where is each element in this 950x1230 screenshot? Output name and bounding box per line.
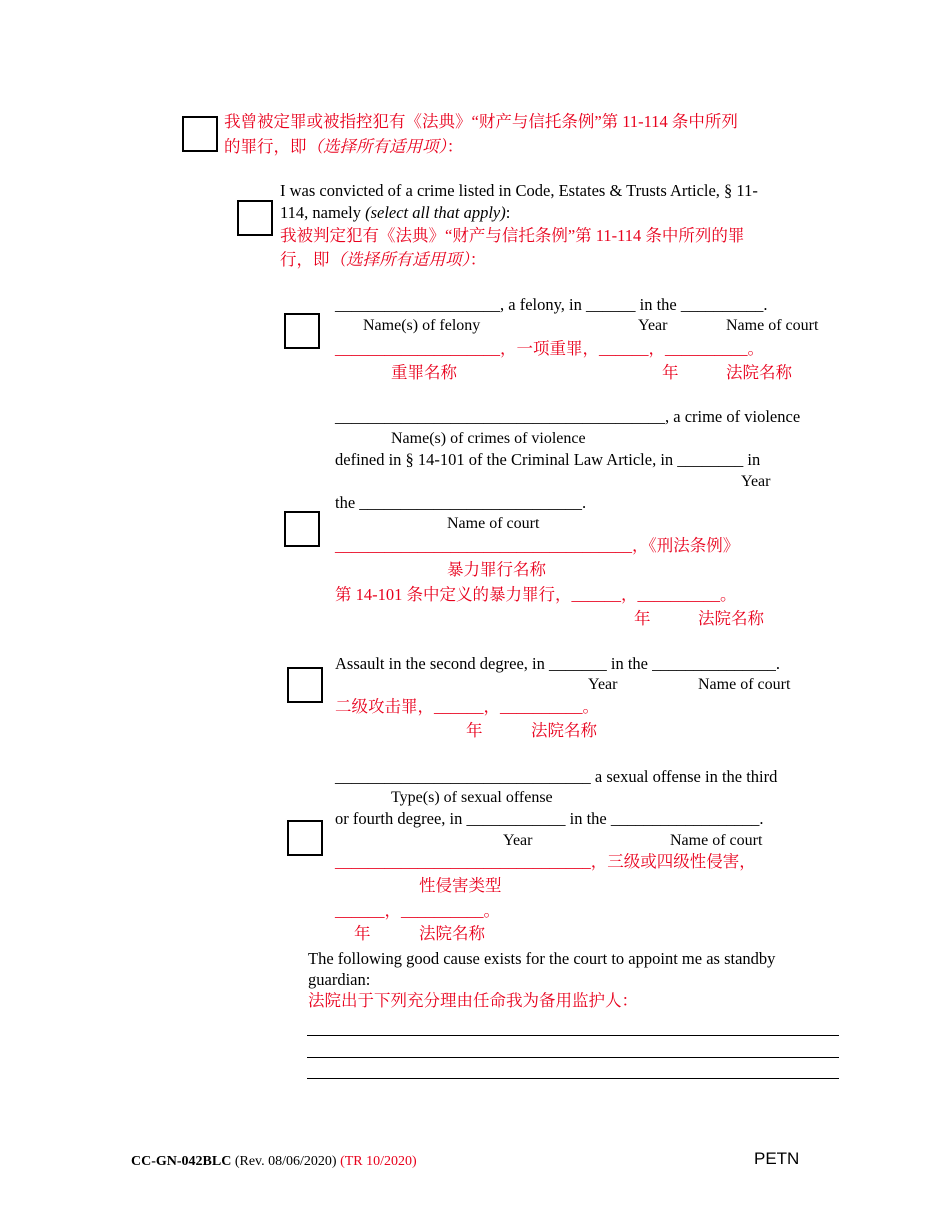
- main-zh-line1: 我曾被定罪或被指控犯有《法典》“财产与信托条例”第 11-114 条中所列: [224, 112, 738, 131]
- sexual-en-line1: _______________________________ a sexual offense in the third: [335, 767, 778, 786]
- violence-sub-year: Year: [741, 473, 771, 490]
- good-cause-answer-line-1[interactable]: [307, 1035, 839, 1036]
- felony-sub-year: Year: [638, 317, 668, 334]
- sexual-zh-line1: _______________________________，三级或四级性侵害，: [335, 852, 756, 871]
- sexual-sub-court: Name of court: [670, 832, 763, 849]
- assault-sub-year: Year: [588, 676, 618, 693]
- footer-code: PETN: [754, 1149, 800, 1168]
- good-cause-answer-line-3[interactable]: [307, 1078, 839, 1079]
- assault-zh-sub-year: 年: [466, 721, 483, 740]
- checkbox-sexual-offense[interactable]: [287, 820, 323, 856]
- good-cause-en-line1: The following good cause exists for the court to appoint me as standby: [308, 949, 776, 968]
- felony-en-line: ____________________, a felony, in ______ in the __________.: [335, 295, 768, 314]
- sexual-en-line2: or fourth degree, in ____________ in the __________________.: [335, 809, 764, 828]
- checkbox-convicted[interactable]: [237, 200, 273, 236]
- convicted-zh-line2-a: 行，即: [280, 250, 330, 269]
- sexual-zh-sub-type: 性侵害类型: [419, 876, 502, 895]
- checkbox-felony[interactable]: [284, 313, 320, 349]
- sexual-zh-line2: ______，__________。: [335, 901, 500, 920]
- sexual-zh-sub-year: 年: [354, 924, 371, 943]
- convicted-en-line2: [280, 204, 510, 223]
- violence-en-line2: defined in § 14-101 of the Criminal Law Article, in ________ in: [335, 450, 761, 469]
- main-zh-line2: [224, 138, 463, 157]
- main-zh-line2-b: （选择所有适用项）: [306, 137, 447, 156]
- footer-tr: (TR 10/2020): [340, 1154, 417, 1169]
- good-cause-answer-line-2[interactable]: [307, 1057, 839, 1058]
- felony-zh-sub-year: 年: [662, 363, 679, 382]
- assault-en-line: Assault in the second degree, in _______ in the _______________.: [335, 654, 780, 673]
- felony-zh-line: ____________________，一项重罪，______，__________。: [335, 339, 764, 358]
- convicted-zh-line2-b: （选择所有适用项）: [329, 250, 470, 269]
- good-cause-en-line2: guardian:: [308, 970, 371, 989]
- sexual-sub-year: Year: [503, 832, 533, 849]
- convicted-en-line1: I was convicted of a crime listed in Code, Estates & Trusts Article, § 11-: [280, 181, 758, 200]
- main-zh-line2-c: ：: [446, 137, 464, 156]
- violence-zh-sub-court: 法院名称: [698, 609, 764, 628]
- violence-zh-line1: ____________________________________，《刑法条例》: [335, 536, 740, 555]
- main-zh-line2-a: 的罪行，即: [224, 137, 307, 156]
- checkbox-assault[interactable]: [287, 667, 323, 703]
- violence-sub-court: Name of court: [447, 515, 540, 532]
- felony-zh-sub-court: 法院名称: [726, 363, 792, 382]
- felony-sub-name: Name(s) of felony: [363, 317, 481, 334]
- footer-form-id: CC-GN-042BLC: [131, 1154, 232, 1169]
- convicted-en-line2-a: 114, namely: [280, 203, 366, 222]
- convicted-zh-line2-c: ：: [469, 250, 487, 269]
- violence-zh-sub-name: 暴力罪行名称: [447, 560, 546, 579]
- violence-zh-line2: 第 14-101 条中定义的暴力罪行，______，__________。: [335, 585, 737, 604]
- sexual-zh-sub-court: 法院名称: [419, 924, 485, 943]
- violence-zh-sub-year: 年: [634, 609, 651, 628]
- violence-en-line1: ________________________________________, a crime of violence: [335, 407, 801, 426]
- good-cause-zh-line: 法院出于下列充分理由任命我为备用监护人：: [308, 991, 638, 1010]
- convicted-zh-line2: [280, 251, 486, 270]
- convicted-en-line2-c: :: [505, 203, 511, 222]
- felony-sub-court: Name of court: [726, 317, 819, 334]
- sexual-sub-type: Type(s) of sexual offense: [391, 789, 553, 806]
- convicted-en-line2-b: (select all that apply): [365, 203, 506, 222]
- felony-zh-sub-name: 重罪名称: [391, 363, 457, 382]
- assault-zh-sub-court: 法院名称: [531, 721, 597, 740]
- footer-form-label: [131, 1154, 417, 1170]
- assault-zh-line: 二级攻击罪，______，__________。: [335, 697, 599, 716]
- checkbox-crime-of-violence[interactable]: [284, 511, 320, 547]
- violence-en-line3: the ___________________________.: [335, 493, 587, 512]
- footer-rev: (Rev. 08/06/2020): [231, 1154, 341, 1169]
- convicted-zh-line1: 我被判定犯有《法典》“财产与信托条例”第 11-114 条中所列的罪: [280, 226, 745, 245]
- violence-sub-name: Name(s) of crimes of violence: [391, 430, 586, 447]
- checkbox-convicted-or-charged[interactable]: [182, 116, 218, 152]
- assault-sub-court: Name of court: [698, 676, 791, 693]
